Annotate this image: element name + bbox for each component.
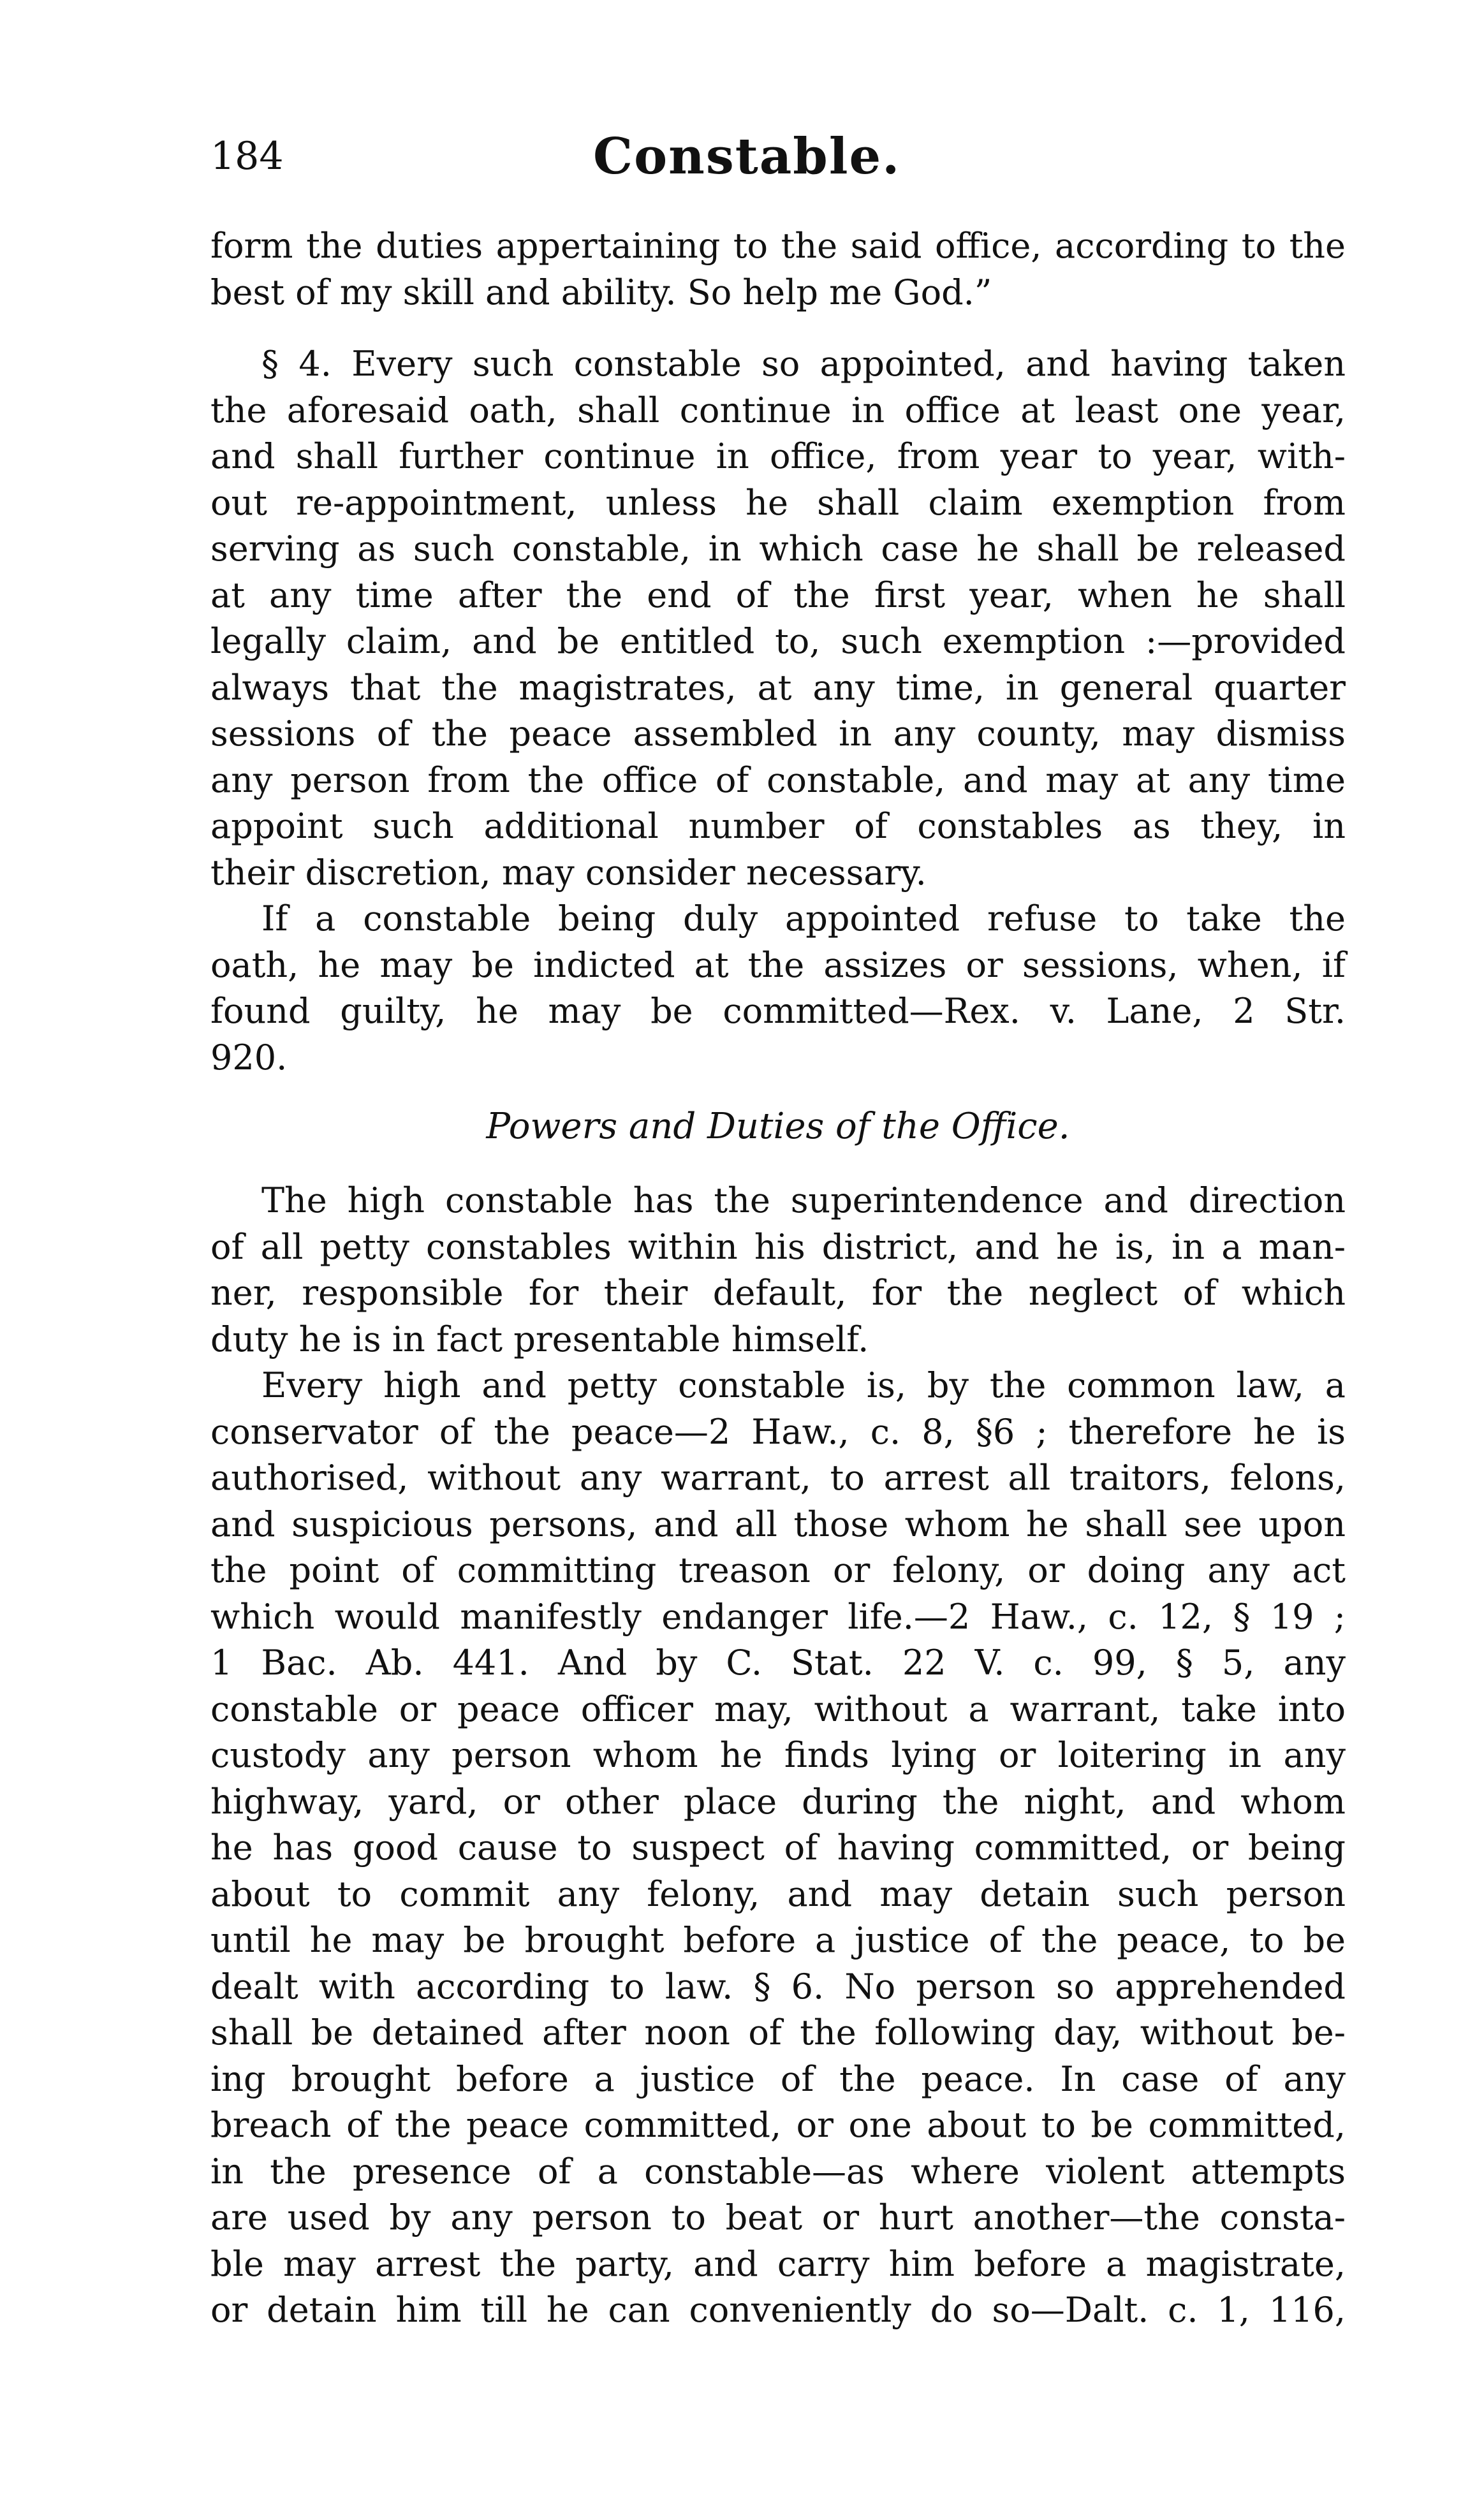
paragraph-start-line: § 4. Every such constable so appointed, and having taken (261, 344, 1346, 384)
text-line: and shall further continue in office, from year to year, with- (210, 436, 1346, 476)
text-line: custody any person whom he finds lying or loitering in any (210, 1735, 1346, 1775)
text-line: any person from the office of constable, and may at any time (210, 759, 1346, 800)
text-line: the aforesaid oath, shall continue in office at least one year, (210, 390, 1346, 430)
text-line: appoint such additional number of constables as they, in (210, 806, 1346, 846)
text-line: duty he is in fact presentable himself. (210, 1319, 869, 1359)
text-line: shall be detained after noon of the following day, without be- (210, 2012, 1346, 2053)
text-line: sessions of the peace assembled in any county, may dismiss (210, 714, 1346, 754)
text-line: until he may be brought before a justice of the peace, to be (210, 1920, 1346, 1960)
text-line: 920. (210, 1037, 288, 1078)
text-line: he has good cause to suspect of having committed, or being (210, 1828, 1346, 1868)
body-text (210, 223, 1346, 2334)
book-page (210, 128, 1346, 2334)
text-line: serving as such constable, in which case he shall be released (210, 529, 1346, 569)
text-line: which would manifestly endanger life.—2 Haw., c. 12, § 19 ; (210, 1596, 1346, 1637)
text-line: authorised, without any warrant, to arrest all traitors, felons, (210, 1458, 1346, 1498)
text-line: in the presence of a constable—as where violent attempts (210, 2151, 1346, 2192)
page-header (210, 128, 1346, 223)
text-line: or detain him till he can conveniently do so—Dalt. c. 1, 116, (210, 2290, 1346, 2330)
text-line: out re-appointment, unless he shall claim exemption from (210, 482, 1346, 523)
text-line: conservator of the peace—2 Haw., c. 8, §6 ; therefore he is (210, 1411, 1346, 1452)
running-head: Constable. (593, 128, 901, 186)
text-line: found guilty, he may be committed—Rex. v. Lane, 2 Str. (210, 991, 1346, 1031)
text-line: best of my skill and ability. So help me God.” (210, 272, 992, 312)
text-line: and suspicious persons, and all those whom he shall see upon (210, 1504, 1346, 1544)
section-heading: Powers and Duties of the Office. (486, 1106, 1070, 1147)
text-line: oath, he may be indicted at the assizes or sessions, when, if (210, 944, 1346, 985)
text-line: about to commit any felony, and may detain such person (210, 1873, 1346, 1914)
text-line: their discretion, may consider necessary. (210, 852, 927, 893)
text-line: are used by any person to beat or hurt another—the consta- (210, 2197, 1346, 2238)
text-line: at any time after the end of the first year, when he shall (210, 575, 1346, 615)
text-line: constable or peace officer may, without a warrant, take into (210, 1689, 1346, 1729)
text-line: breach of the peace committed, or one about to be committed, (210, 2105, 1346, 2145)
text-line: the point of committing treason or felony, or doing any act (210, 1550, 1346, 1590)
text-line: ble may arrest the party, and carry him before a magistrate, (210, 2243, 1346, 2284)
text-line: dealt with according to law. § 6. No person so apprehended (210, 1966, 1346, 2007)
text-line: legally claim, and be entitled to, such exemption :—provided (210, 621, 1346, 661)
text-line: always that the magistrates, at any time, in general quarter (210, 667, 1346, 708)
text-line: highway, yard, or other place during the night, and whom (210, 1781, 1346, 1822)
text-line: ner, responsible for their default, for the neglect of which (210, 1273, 1346, 1313)
paragraph-start-line: The high constable has the superintendence and direction (261, 1180, 1346, 1220)
paragraph-start-line: Every high and petty constable is, by the common law, a (261, 1365, 1346, 1405)
paragraph-start-line: If a constable being duly appointed refuse to take the (261, 898, 1346, 939)
page-number: 184 (210, 134, 284, 179)
text-line: of all petty constables within his district, and he is, in a man- (210, 1226, 1346, 1267)
text-line: 1 Bac. Ab. 441. And by C. Stat. 22 V. c. 99, § 5, any (210, 1643, 1346, 1683)
text-line: form the duties appertaining to the said office, according to the (210, 226, 1346, 266)
text-line: ing brought before a justice of the peace. In case of any (210, 2058, 1346, 2099)
